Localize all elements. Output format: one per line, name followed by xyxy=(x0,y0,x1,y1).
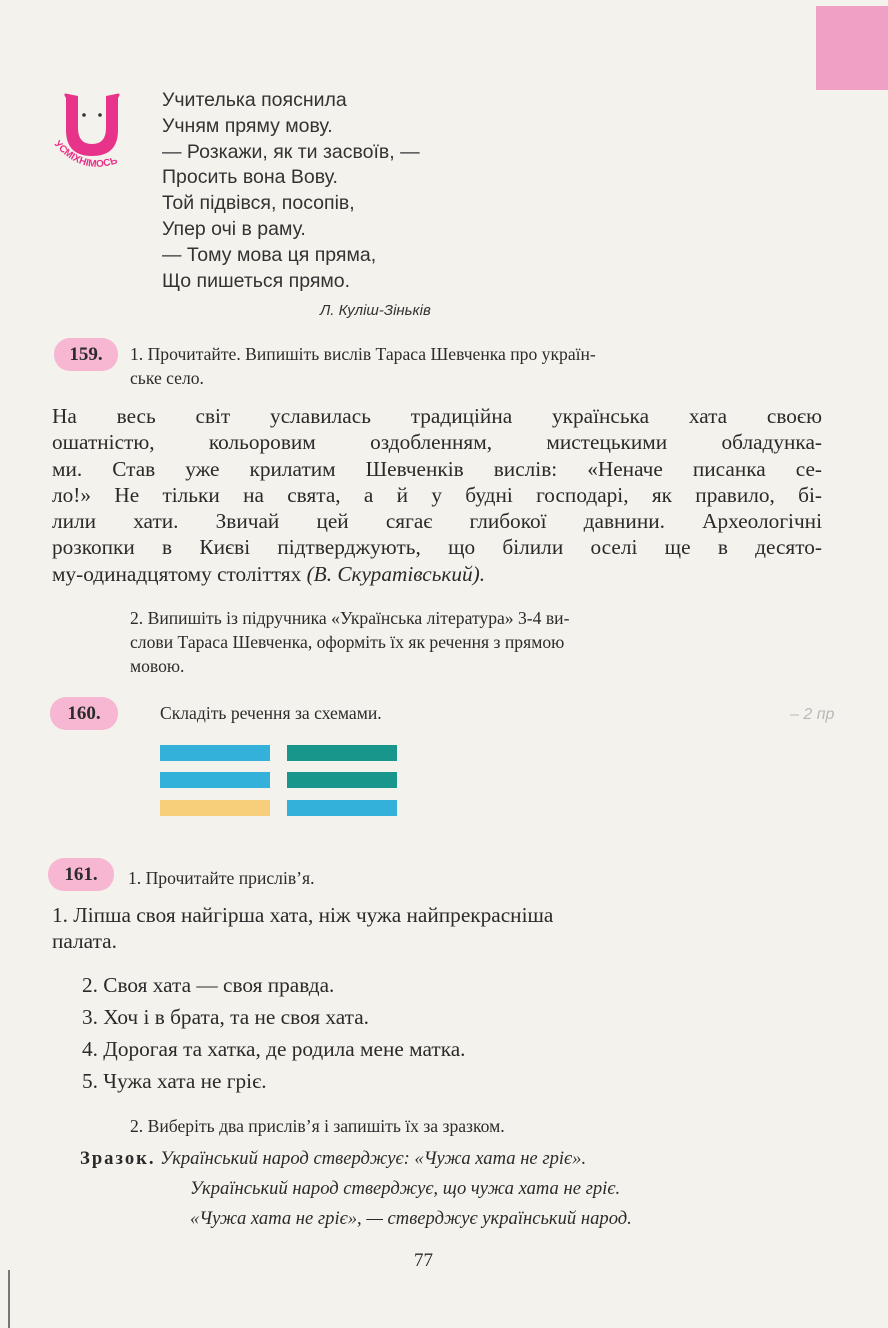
exercise-160-badge: 160. xyxy=(50,697,118,730)
exercise-159-task-1 xyxy=(130,342,820,390)
scheme-bar-teal xyxy=(287,772,397,788)
task-line: 2. Випишіть із підручника «Українська література» 3-4 ви- xyxy=(130,608,570,628)
exercise-161-badge: 161. xyxy=(48,858,114,891)
text-line: ло!» Не тільки на свята, а й у будні господарі, як правило, бі- xyxy=(52,482,822,507)
text-source: (В. Скуратівський). xyxy=(306,561,486,586)
exercise-159-text xyxy=(52,403,822,587)
poem-line: Упер очі в раму. xyxy=(162,217,306,240)
sample-block xyxy=(80,1144,632,1234)
text-line: ми. Став уже крилатим Шевченків вислів: «Неначе писанка се- xyxy=(52,456,822,481)
proverb: 5. Чужа хата не гріє. xyxy=(82,1069,267,1093)
poem-line: — Розкажи, як ти засвоїв, — xyxy=(162,140,420,163)
sample-line: Український народ стверджує: «Чужа хата не гріє». xyxy=(160,1148,587,1169)
task-line: слови Тараса Шевченка, оформіть їх як речення з прямою xyxy=(130,632,565,652)
sample-line: «Чужа хата не гріє», — стверджує український народ. xyxy=(190,1208,632,1229)
exercise-159-task-2 xyxy=(130,606,820,678)
page-edge xyxy=(8,1270,10,1328)
sample-line: Український народ стверджує, що чужа хата не гріє. xyxy=(190,1178,621,1199)
poem-line: Просить вона Вову. xyxy=(162,166,338,189)
text-line: розкопки в Києві підтверджують, що білили оселі ще в десято- xyxy=(52,535,822,560)
poem-line: — Тому мова ця пряма, xyxy=(162,243,377,266)
text-line: лили хати. Звичай цей сягає глибокої давнини. Археологічні xyxy=(52,509,822,534)
proverb: палата. xyxy=(52,929,117,953)
proverb: 3. Хоч і в брата, та не своя хата. xyxy=(82,1005,369,1029)
page-corner-tab xyxy=(816,6,888,90)
exercise-159-badge: 159. xyxy=(54,338,118,371)
proverb: 1. Ліпша своя найгірша хата, ніж чужа найпрекрасніша xyxy=(52,903,554,927)
proverb: 4. Дорогая та хатка, де родила мене матка. xyxy=(82,1037,466,1061)
exercise-161-task-1: 1. Прочитайте прислів’я. xyxy=(128,868,315,888)
text-line: ошатністю, кольоровим оздобленням, мистецькими обладунка- xyxy=(52,430,822,455)
scheme-bar-teal xyxy=(287,745,397,761)
page-number: 77 xyxy=(414,1250,433,1271)
exercise-161-task-2: 2. Виберіть два прислів’я і запишіть їх за зразком. xyxy=(130,1116,505,1136)
task-line: мовою. xyxy=(130,656,185,676)
poem-line: Учням пряму мову. xyxy=(162,114,333,137)
sample-label: Зразок. xyxy=(80,1148,156,1169)
poem-line: Учителька пояснила xyxy=(162,89,347,111)
scheme-bar-blue xyxy=(287,800,397,816)
text-line-last xyxy=(52,561,822,587)
poem-line: Що пишеться прямо. xyxy=(162,269,351,292)
scheme-bar-yellow xyxy=(160,800,270,816)
poem-author: Л. Куліш-Зіньків xyxy=(320,302,431,319)
smile-icon xyxy=(48,88,140,178)
scheme-bar-blue xyxy=(160,772,270,788)
proverb: 2. Своя хата — своя правда. xyxy=(82,973,335,997)
task-line: 1. Прочитайте. Випишіть вислів Тараса Шевченка про україн- xyxy=(130,344,596,364)
task-line: ське село. xyxy=(130,368,204,388)
pencil-note: – 2 пр xyxy=(790,706,835,723)
exercise-160-task: Складіть речення за схемами. xyxy=(160,703,382,723)
smile-logo-text: УСМІХНІМОСЬ xyxy=(51,138,119,171)
text-line: му-одинадцятому століттях xyxy=(52,561,302,586)
smile-logo xyxy=(48,88,140,178)
text-line: На весь світ уславилась традиційна українська хата своєю xyxy=(52,404,822,428)
scheme-bar-blue xyxy=(160,745,270,761)
poem xyxy=(162,88,420,294)
poem-line: Той підвівся, посопів, xyxy=(162,192,355,215)
